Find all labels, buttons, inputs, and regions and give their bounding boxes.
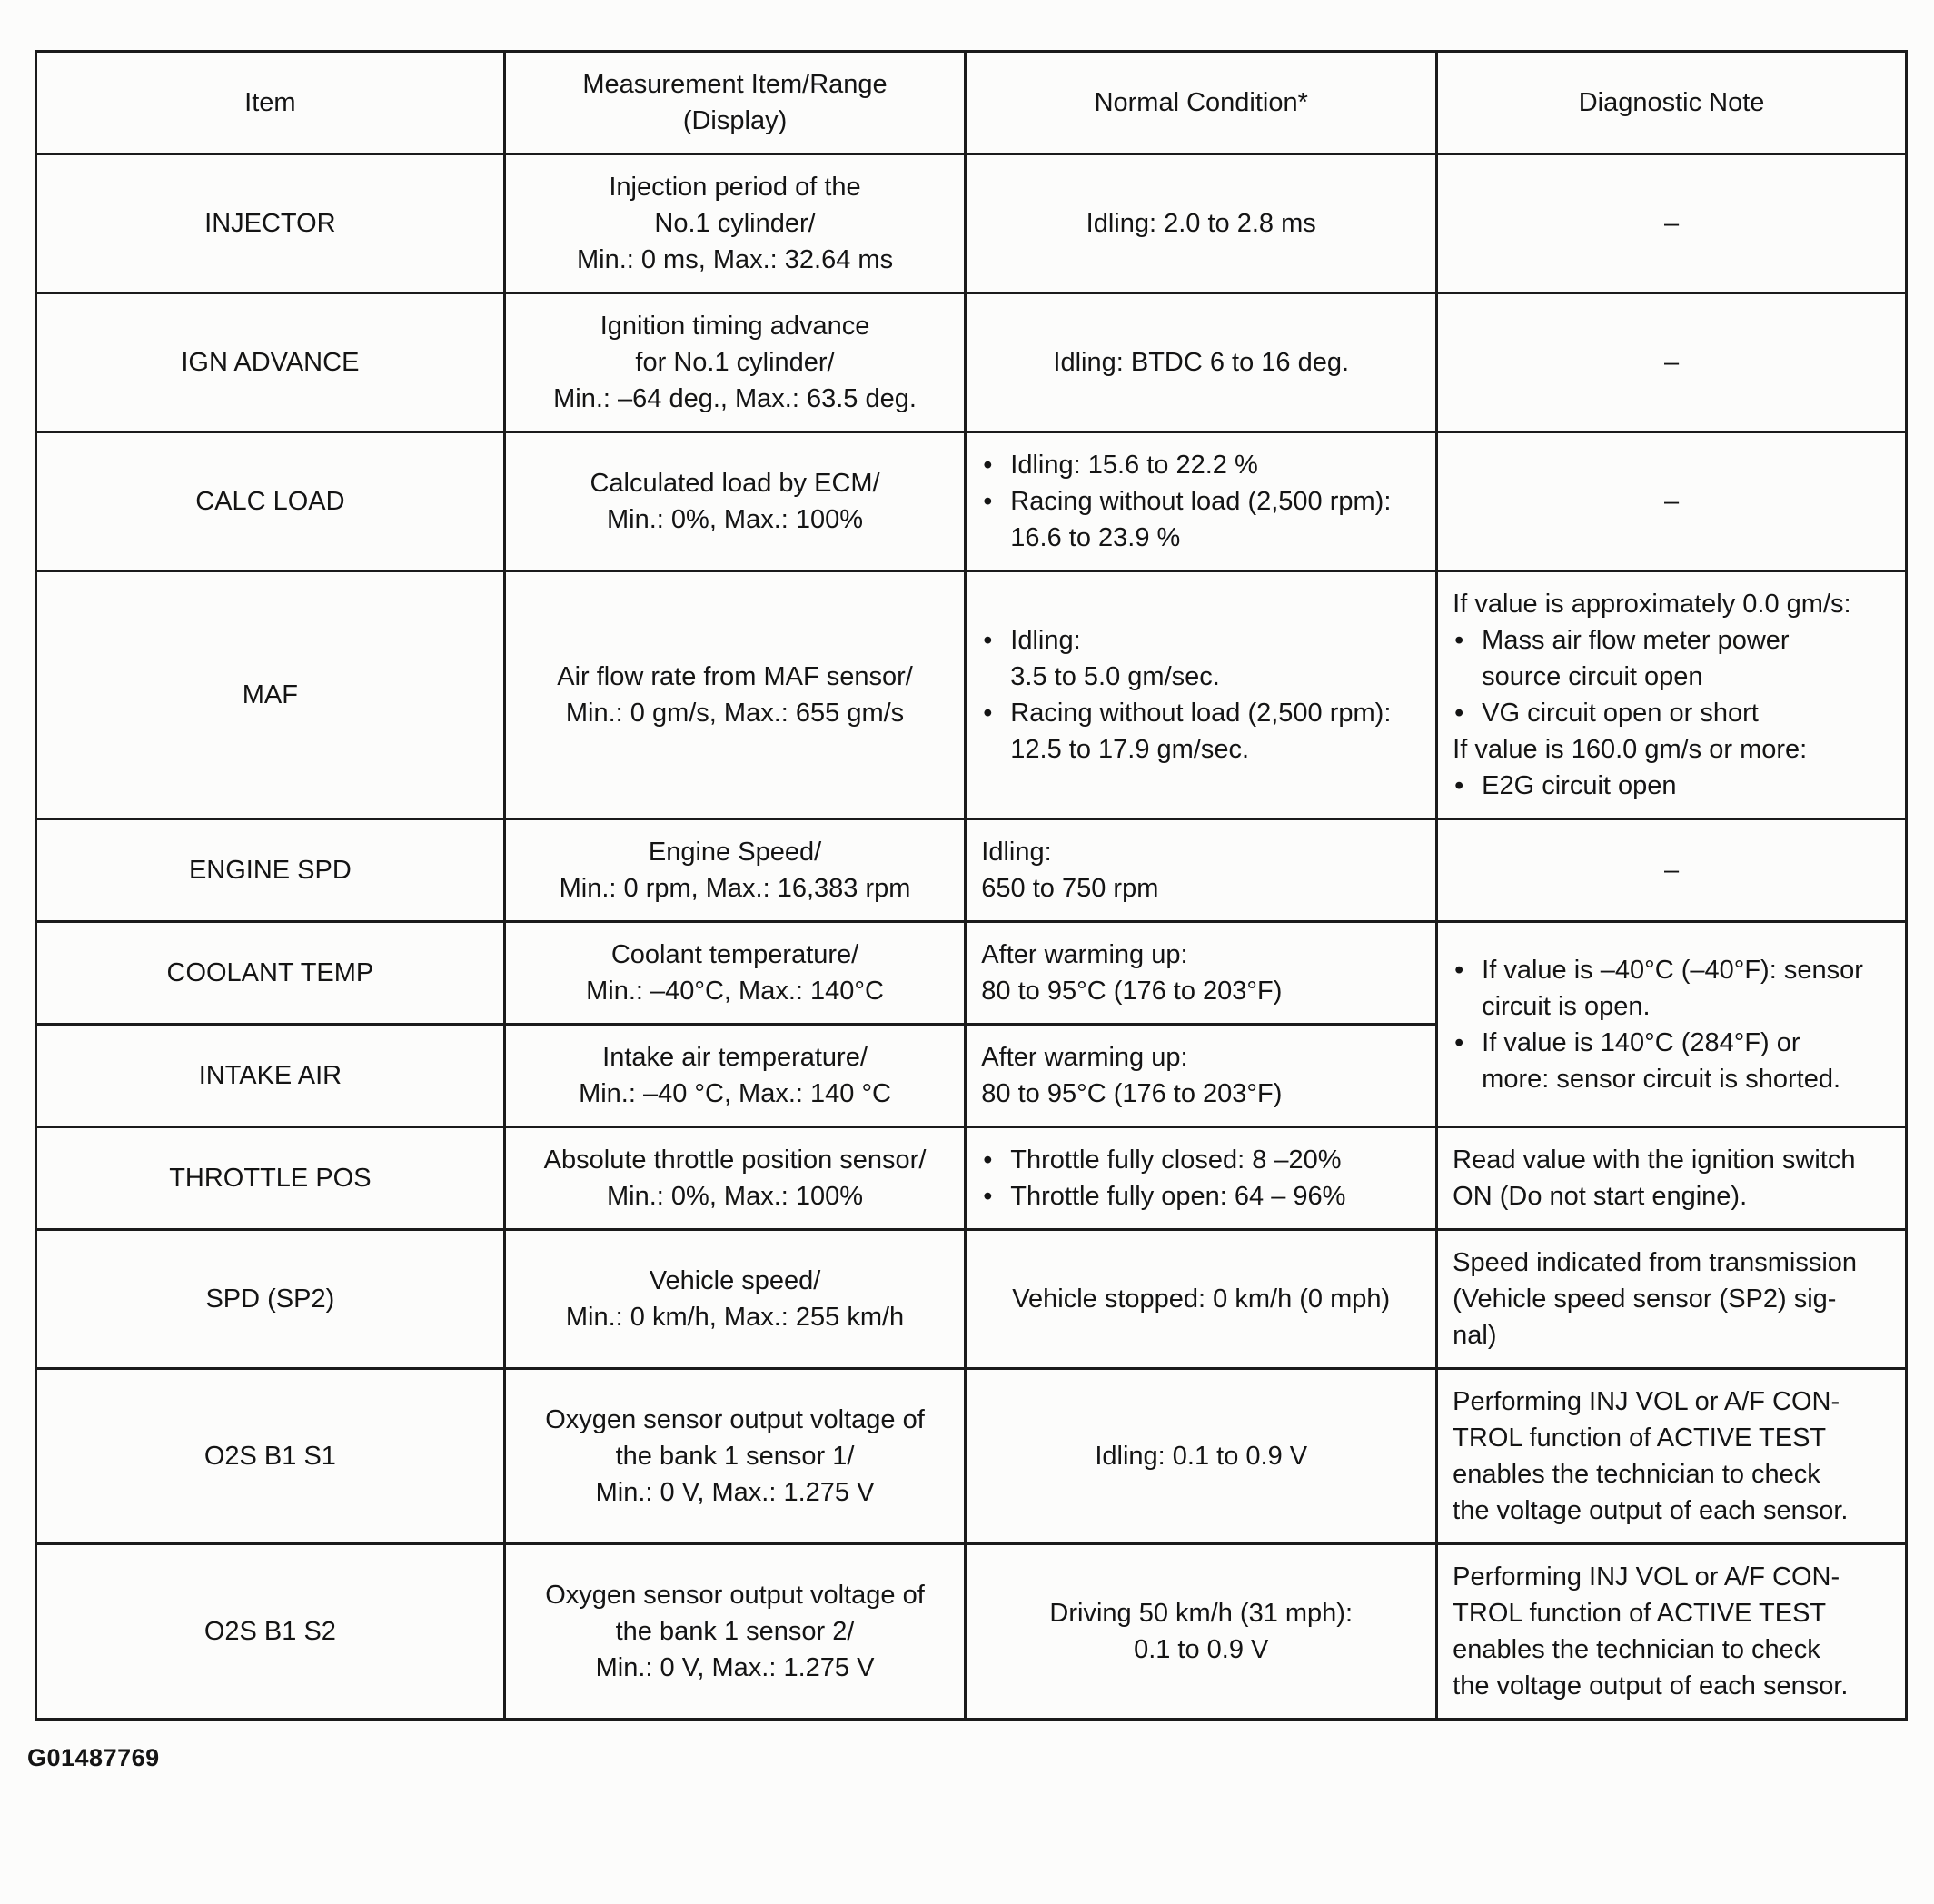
measurement-cell (504, 819, 966, 922)
cell-line: SPD (SP2) (205, 1284, 335, 1314)
cell-line: enables the technician to check (1453, 1635, 1820, 1664)
header-line: (Display) (682, 106, 788, 135)
cell-line: Vehicle stopped: 0 km/h (0 mph) (1012, 1284, 1391, 1314)
cell-line: ON (Do not start engine). (1453, 1182, 1748, 1211)
cell-line: • Racing without load (2,500 rpm): (981, 695, 1421, 731)
cell-line: Min.: 0 km/h, Max.: 255 km/h (565, 1303, 905, 1332)
bullet-icon: • (983, 699, 993, 728)
diagnostic-note-cell (1437, 1544, 1907, 1720)
item-cell (36, 922, 505, 1025)
cell-line: nal) (1453, 1321, 1497, 1350)
cell-line: • Idling: 15.6 to 22.2 % (981, 447, 1421, 483)
cell-line: • If value is –40°C (–40°F): sensor (1453, 952, 1890, 988)
normal-condition-cell (966, 571, 1437, 819)
cell-line: If value is approximately 0.0 gm/s: (1453, 590, 1851, 619)
diagnostic-note-cell (1437, 432, 1907, 571)
item-cell (36, 293, 505, 432)
diagnostic-note-cell (1437, 1127, 1907, 1230)
cell-line: 650 to 750 rpm (981, 874, 1159, 903)
cell-line: Min.: 0%, Max.: 100% (607, 1182, 864, 1211)
cell-line: IGN ADVANCE (181, 348, 360, 377)
cell-line: 80 to 95°C (176 to 203°F) (981, 1079, 1283, 1108)
measurement-cell (504, 1230, 966, 1369)
cell-line: Min.: 0 rpm, Max.: 16,383 rpm (559, 874, 911, 903)
measurement-cell (504, 571, 966, 819)
cell-line: Min.: 0 V, Max.: 1.275 V (595, 1478, 875, 1507)
cell-line: • VG circuit open or short (1453, 695, 1890, 731)
cell-line: Read value with the ignition switch (1453, 1145, 1856, 1175)
cell-line: more: sensor circuit is shorted. (1482, 1064, 1841, 1094)
header-line: Normal Condition* (1094, 88, 1308, 117)
cell-line: No.1 cylinder/ (654, 209, 816, 238)
cell-line: TROL function of ACTIVE TEST (1453, 1599, 1827, 1628)
cell-line: the bank 1 sensor 1/ (615, 1442, 855, 1471)
cell-line: 16.6 to 23.9 % (1010, 523, 1181, 552)
cell-line: the bank 1 sensor 2/ (615, 1617, 855, 1646)
cell-line: Vehicle speed/ (649, 1266, 821, 1295)
header-line: Item (244, 88, 296, 117)
cell-line: Performing INJ VOL or A/F CON- (1453, 1387, 1840, 1416)
cell-line: • Throttle fully open: 64 – 96% (981, 1178, 1421, 1215)
cell-line: Min.: –40°C, Max.: 140°C (586, 977, 884, 1006)
header-diagnostic-note (1437, 52, 1907, 154)
cell-line: Oxygen sensor output voltage of (545, 1405, 925, 1434)
item-cell (36, 1025, 505, 1127)
measurement-cell (504, 154, 966, 293)
cell-line: the voltage output of each sensor. (1453, 1496, 1849, 1525)
bullet-icon: • (983, 487, 993, 516)
table-row (36, 432, 1907, 571)
cell-line: – (1664, 209, 1680, 238)
measurement-cell (504, 432, 966, 571)
cell-line: Air flow rate from MAF sensor/ (557, 662, 913, 691)
item-cell (36, 571, 505, 819)
header-line: Diagnostic Note (1578, 88, 1765, 117)
cell-line: Min.: 0 gm/s, Max.: 655 gm/s (565, 699, 905, 728)
table-row (36, 922, 1907, 1025)
table-row (36, 1544, 1907, 1720)
cell-line: – (1664, 856, 1680, 885)
cell-line: ENGINE SPD (188, 856, 352, 885)
bullet-icon: • (1454, 771, 1464, 800)
table-row (36, 1369, 1907, 1544)
cell-line: – (1664, 348, 1680, 377)
cell-line: INTAKE AIR (198, 1061, 342, 1090)
cell-line: Min.: 0 V, Max.: 1.275 V (595, 1653, 875, 1682)
cell-line: Oxygen sensor output voltage of (545, 1581, 925, 1610)
cell-line: – (1664, 487, 1680, 516)
cell-line: Intake air temperature/ (602, 1043, 868, 1072)
table-row (36, 1230, 1907, 1369)
cell-line: Min.: 0 ms, Max.: 32.64 ms (576, 245, 894, 274)
cell-line: the voltage output of each sensor. (1453, 1671, 1849, 1701)
cell-line: 12.5 to 17.9 gm/sec. (1010, 735, 1250, 764)
normal-condition-cell (966, 1230, 1437, 1369)
header-normal-condition (966, 52, 1437, 154)
cell-line: 80 to 95°C (176 to 203°F) (981, 977, 1283, 1006)
table-row (36, 819, 1907, 922)
measurement-cell (504, 922, 966, 1025)
normal-condition-cell (966, 819, 1437, 922)
table-row (36, 293, 1907, 432)
diagnostic-note-cell (1437, 1230, 1907, 1369)
item-cell (36, 1127, 505, 1230)
bullet-icon: • (983, 1145, 993, 1175)
cell-line: Calculated load by ECM/ (590, 469, 880, 498)
cell-line: • Throttle fully closed: 8 –20% (981, 1142, 1421, 1178)
bullet-icon: • (983, 1182, 993, 1211)
item-cell (36, 819, 505, 922)
header-measurement (504, 52, 966, 154)
spec-table-body (36, 154, 1907, 1720)
cell-line: • Idling: (981, 622, 1421, 659)
item-cell (36, 1230, 505, 1369)
measurement-cell (504, 1025, 966, 1127)
cell-line: Idling: 0.1 to 0.9 V (1095, 1442, 1308, 1471)
cell-line: TROL function of ACTIVE TEST (1453, 1423, 1827, 1453)
cell-line: (Vehicle speed sensor (SP2) sig- (1453, 1284, 1837, 1314)
diagnostic-note-cell (1437, 922, 1907, 1127)
cell-line: After warming up: (981, 1043, 1188, 1072)
cell-line: Min.: 0%, Max.: 100% (607, 505, 864, 534)
cell-line: INJECTOR (204, 209, 336, 238)
bullet-icon: • (1454, 626, 1464, 655)
item-cell (36, 432, 505, 571)
cell-line: After warming up: (981, 940, 1188, 969)
cell-line: enables the technician to check (1453, 1460, 1820, 1489)
cell-line: 0.1 to 0.9 V (1134, 1635, 1269, 1664)
cell-line: O2S B1 S2 (203, 1617, 336, 1646)
cell-line: Ignition timing advance (600, 312, 870, 341)
cell-line: Idling: 2.0 to 2.8 ms (1086, 209, 1316, 238)
header-item (36, 52, 505, 154)
measurement-cell (504, 1369, 966, 1544)
cell-line: If value is 160.0 gm/s or more: (1453, 735, 1808, 764)
item-cell (36, 154, 505, 293)
diagnostic-note-cell (1437, 571, 1907, 819)
header-row (36, 52, 1907, 154)
cell-line: for No.1 cylinder/ (635, 348, 835, 377)
bullet-icon: • (1454, 1027, 1464, 1057)
normal-condition-cell (966, 1025, 1437, 1127)
cell-line: COOLANT TEMP (166, 958, 374, 987)
bullet-icon: • (983, 626, 993, 655)
measurement-cell (504, 293, 966, 432)
normal-condition-cell (966, 1369, 1437, 1544)
cell-line: Min.: –40 °C, Max.: 140 °C (579, 1079, 891, 1108)
normal-condition-cell (966, 1544, 1437, 1720)
diagnostic-note-cell (1437, 293, 1907, 432)
bullet-icon: • (983, 451, 993, 480)
cell-line: circuit is open. (1482, 991, 1651, 1021)
normal-condition-cell (966, 1127, 1437, 1230)
cell-line: • Mass air flow meter power (1453, 622, 1890, 659)
document-page (27, 50, 1908, 1772)
cell-line: • E2G circuit open (1453, 768, 1890, 804)
cell-line: Injection period of the (609, 173, 861, 202)
measurement-cell (504, 1127, 966, 1230)
bullet-icon: • (1454, 955, 1464, 985)
item-cell (36, 1544, 505, 1720)
cell-line: MAF (242, 680, 298, 709)
cell-line: O2S B1 S1 (203, 1442, 336, 1471)
normal-condition-cell (966, 293, 1437, 432)
cell-line: Min.: –64 deg., Max.: 63.5 deg. (553, 384, 917, 413)
cell-line: Driving 50 km/h (31 mph): (1049, 1599, 1354, 1628)
table-row (36, 571, 1907, 819)
cell-line: Coolant temperature/ (610, 940, 859, 969)
cell-line: Idling: (981, 838, 1052, 867)
diagnostic-note-cell (1437, 819, 1907, 922)
header-line: Measurement Item/Range (582, 70, 888, 99)
table-row (36, 154, 1907, 293)
cell-line: 3.5 to 5.0 gm/sec. (1010, 662, 1220, 691)
cell-line: Idling: BTDC 6 to 16 deg. (1053, 348, 1350, 377)
cell-line: THROTTLE POS (169, 1164, 372, 1193)
bullet-icon: • (1454, 699, 1464, 728)
cell-line: • Racing without load (2,500 rpm): (981, 483, 1421, 520)
cell-line: Engine Speed/ (648, 838, 822, 867)
diagnostic-data-table (35, 50, 1908, 1721)
cell-line: Absolute throttle position sensor/ (543, 1145, 927, 1175)
measurement-cell (504, 1544, 966, 1720)
item-cell (36, 1369, 505, 1544)
cell-line: source circuit open (1482, 662, 1703, 691)
normal-condition-cell (966, 432, 1437, 571)
figure-id: G01487769 (27, 1744, 160, 1771)
table-row (36, 1127, 1907, 1230)
cell-line: CALC LOAD (195, 487, 345, 516)
diagnostic-note-cell (1437, 1369, 1907, 1544)
normal-condition-cell (966, 154, 1437, 293)
cell-line: Performing INJ VOL or A/F CON- (1453, 1562, 1840, 1592)
cell-line: Speed indicated from transmission (1453, 1248, 1858, 1277)
normal-condition-cell (966, 922, 1437, 1025)
diagnostic-note-cell (1437, 154, 1907, 293)
cell-line: • If value is 140°C (284°F) or (1453, 1025, 1890, 1061)
